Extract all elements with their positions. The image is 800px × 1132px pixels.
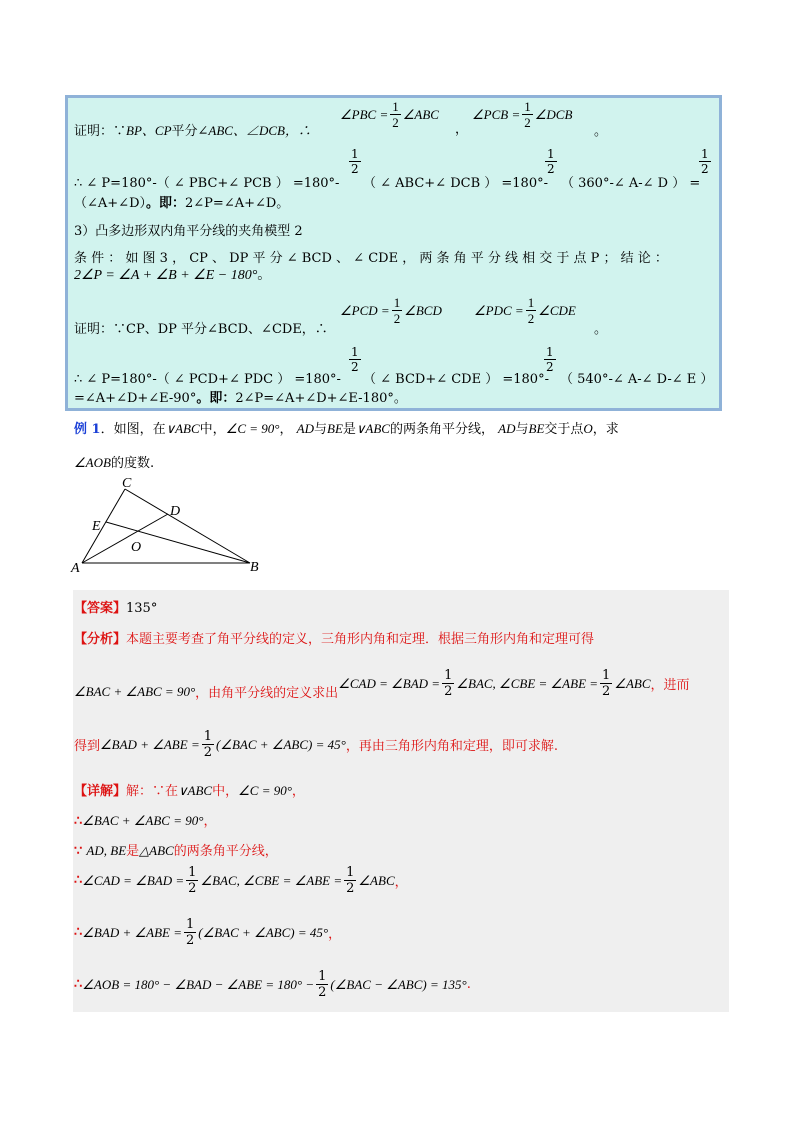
- proof-line-1-eq1: ∠PBC = $\frac{1}{2}$ ∠ABC: [340, 99, 439, 130]
- proof-line-5b: （ ∠ BCD+∠ CDE ） =180°-: [363, 372, 549, 387]
- bisector-be: [106, 522, 250, 563]
- proof-line-2a: ∴ ∠ P=180°-（ ∠ PBC+∠ PCB ） =180°-: [74, 176, 340, 191]
- condition-line-2: 2∠P = ∠A + ∠B + ∠E − 180°。: [74, 268, 272, 283]
- condition-line-1: 条 件 ： 如 图 3 ， CP 、 DP 平 分 ∠ BCD 、 ∠ CDE ， 两 条 角 平 分 线 相 交 于 点 P ； 结 论 ：: [74, 251, 668, 266]
- example-1-statement: 例 1．如图，在∨ABC中，∠C = 90°， AD与BE是∨ABC的两条角平分线， AD与BE交于点O，求: [74, 421, 619, 437]
- proof-line-1-comma: ，: [455, 122, 469, 137]
- model-heading-3: 3）凸多边形双内角平分线的夹角模型 2: [74, 224, 303, 239]
- proof-line-6: =∠A+∠D+∠E-90°。即：2∠P=∠A+∠D+∠E-180°。: [74, 391, 407, 406]
- proof-line-4-intro: 证明：∵CP、DP 平分∠BCD、∠CDE，∴: [74, 322, 328, 337]
- proof-line-1-eq2: ∠PCB = $\frac{1}{2}$ ∠DCB: [472, 99, 573, 130]
- label-o: O: [131, 540, 142, 555]
- detail-line-4: ∴ ∠CAD = ∠BAD = $\frac{1}{2}$ ∠BAC, ∠CBE = ∠ABE = $\frac{1}{2}$ ∠ABC ，: [74, 865, 408, 896]
- proof-line-4-eq1: ∠PCD = $\frac{1}{2}$ ∠BCD: [340, 295, 442, 326]
- proof-line-5-frac2: $\frac{1}{2}$: [546, 345, 554, 374]
- detail-line-2: ∴∠BAC + ∠ABC = 90°，: [74, 813, 217, 829]
- proof-line-5a: ∴ ∠ P=180°-（ ∠ PCD+∠ PDC ） =180°-: [74, 372, 341, 387]
- label-c: C: [122, 476, 132, 491]
- proof-line-1-end: 。: [594, 124, 608, 139]
- analysis-line-2: ∠BAC + ∠ABC = 90° ，由角平分线的定义求出 ∠CAD = ∠BAD = $\frac{1}{2}$ ∠BAC, ∠CBE = ∠ABE = $\frac{1}{2}$ ∠ABC ，进而: [74, 668, 690, 701]
- proof-line-4-eq2: ∠PDC = $\frac{1}{2}$ ∠CDE: [474, 295, 576, 326]
- detail-line-6: ∴ ∠AOB = 180° − ∠BAD − ∠ABE = 180° − $\frac{1}{2}$ (∠BAC − ∠ABC) = 135° .: [74, 969, 471, 1000]
- detail-line-1: 【详解】解：∵在∨ABC中，∠C = 90°，: [74, 783, 305, 799]
- proof-line-2-frac3: $\frac{1}{2}$: [701, 147, 709, 176]
- proof-line-1-intro: 证明：∵BP、CP平分∠ABC、∠DCB，∴: [74, 123, 311, 139]
- label-b: B: [250, 560, 259, 575]
- answer-box: [73, 590, 729, 1012]
- analysis-line-1: 【分析】本题主要考查了角平分线的定义，三角形内角和定理．根据三角形内角和定理可得: [74, 632, 595, 647]
- answer-line: 【答案】135°: [74, 601, 158, 616]
- proof-line-5c: （ 540°-∠ A-∠ D-∠ E ）: [560, 372, 714, 387]
- example-1-question: ∠AOB的度数.: [74, 455, 155, 471]
- proof-line-5-frac1: $\frac{1}{2}$: [351, 345, 359, 374]
- proof-line-2c: （ 360°-∠ A-∠ D ） =: [561, 176, 701, 191]
- proof-line-2b: （ ∠ ABC+∠ DCB ） =180°-: [363, 176, 548, 191]
- proof-line-2-frac2: $\frac{1}{2}$: [547, 147, 555, 176]
- label-e: E: [92, 519, 101, 534]
- proof-line-3: （∠A+∠D）。即：2∠P=∠A+∠D。: [74, 196, 290, 211]
- detail-line-5: ∴ ∠BAD + ∠ABE = $\frac{1}{2}$ (∠BAC + ∠ABC) = 45° ，: [74, 917, 342, 948]
- proof-line-2-frac1: $\frac{1}{2}$: [351, 147, 359, 176]
- analysis-line-3: 得到 ∠BAD + ∠ABE = $\frac{1}{2}$ (∠BAC + ∠ABC) = 45° ，再由三角形内角和定理，即可求解.: [74, 729, 558, 760]
- detail-line-3: ∵ AD, BE是△ABC的两条角平分线，: [74, 843, 278, 859]
- label-a: A: [71, 561, 80, 575]
- proof-line-4-end: 。: [594, 322, 608, 337]
- triangle-figure: [70, 475, 270, 575]
- side-cb: [125, 489, 250, 563]
- label-d: D: [170, 504, 181, 519]
